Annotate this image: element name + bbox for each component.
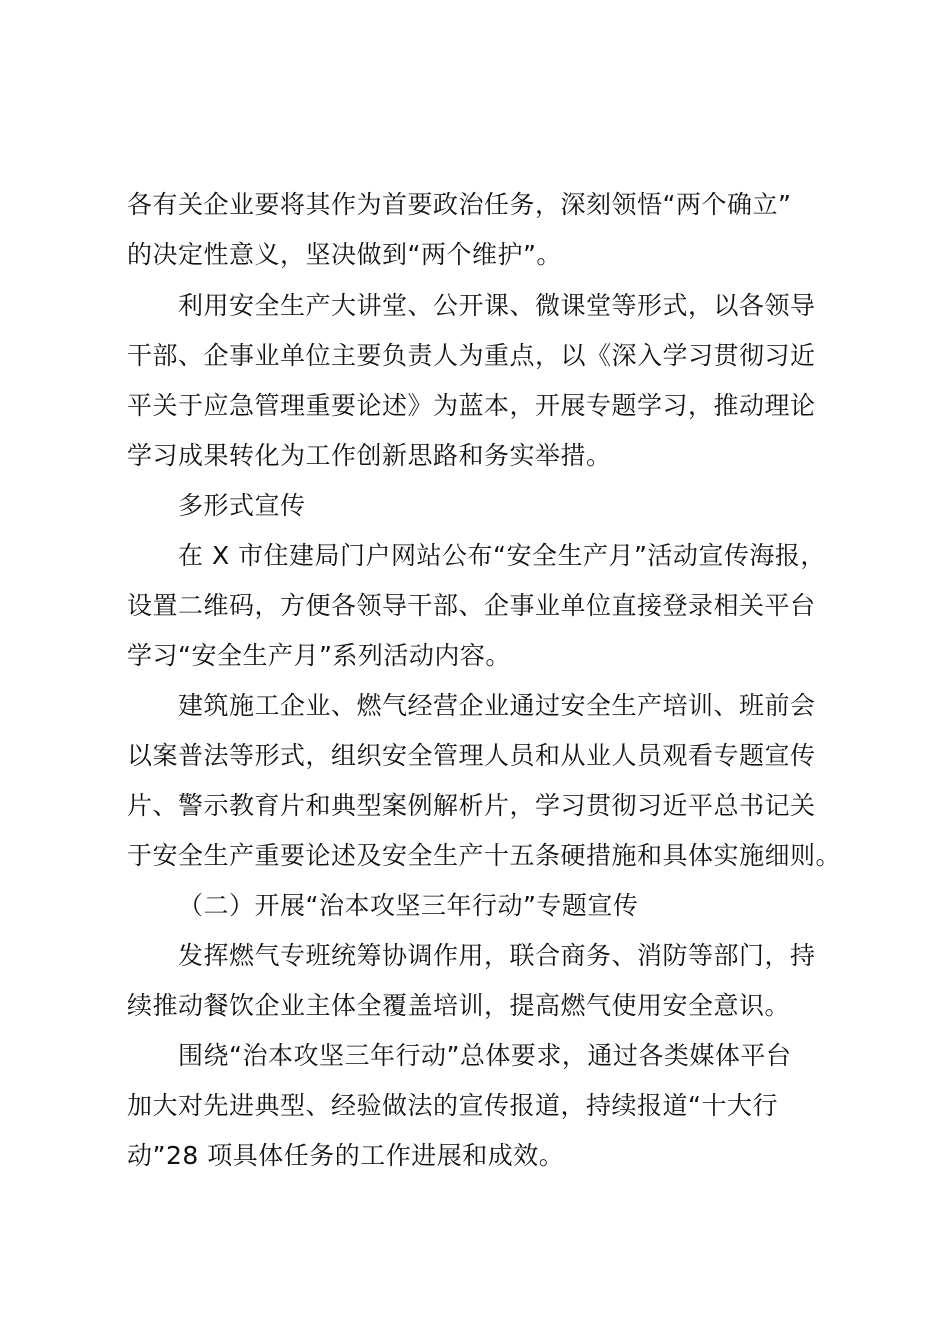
paragraph-line: 建筑施工企业、燃气经营企业通过安全生产培训、班前会 — [178, 691, 816, 720]
paragraph-line: 的决定性意义，坚决做到“两个维护”。 — [127, 240, 562, 269]
paragraph-line: 在 X 市住建局门户网站公布“安全生产月”活动宣传海报， — [178, 541, 826, 570]
section-heading: 多形式宣传 — [178, 491, 306, 520]
section-heading: （二）开展“治本攻坚三年行动”专题宣传 — [178, 891, 639, 920]
paragraph-line: 加大对先进典型、经验做法的宣传报道，持续报道“十大行 — [127, 1091, 778, 1120]
paragraph-line: 学习“安全生产月”系列活动内容。 — [127, 641, 511, 670]
paragraph-line: 以案普法等形式，组织安全管理人员和从业人员观看专题宣传 — [127, 741, 816, 770]
paragraph-line: 发挥燃气专班统筹协调作用，联合商务、消防等部门，持 — [178, 941, 816, 970]
paragraph-line: 片、警示教育片和典型案例解析片，学习贯彻习近平总书记关 — [127, 791, 816, 820]
paragraph-line: 平关于应急管理重要论述》为蓝本，开展专题学习，推动理论 — [127, 391, 816, 420]
paragraph-line: 动”28 项具体任务的工作进展和成效。 — [127, 1141, 565, 1170]
paragraph-line: 设置二维码，方便各领导干部、企事业单位直接登录相关平台 — [127, 591, 816, 620]
paragraph-line: 围绕“治本攻坚三年行动”总体要求，通过各类媒体平台 — [178, 1041, 792, 1070]
paragraph-line: 于安全生产重要论述及安全生产十五条硬措施和具体实施细则。 — [127, 841, 842, 870]
paragraph-line: 利用安全生产大讲堂、公开课、微课堂等形式，以各领导 — [178, 291, 816, 320]
paragraph-line: 续推动餐饮企业主体全覆盖培训，提高燃气使用安全意识。 — [127, 991, 791, 1020]
paragraph-line: 干部、企事业单位主要负责人为重点，以《深入学习贯彻习近 — [127, 341, 816, 370]
paragraph-line: 各有关企业要将其作为首要政治任务，深刻领悟“两个确立” — [127, 190, 792, 219]
paragraph-line: 学习成果转化为工作创新思路和务实举措。 — [127, 441, 612, 470]
